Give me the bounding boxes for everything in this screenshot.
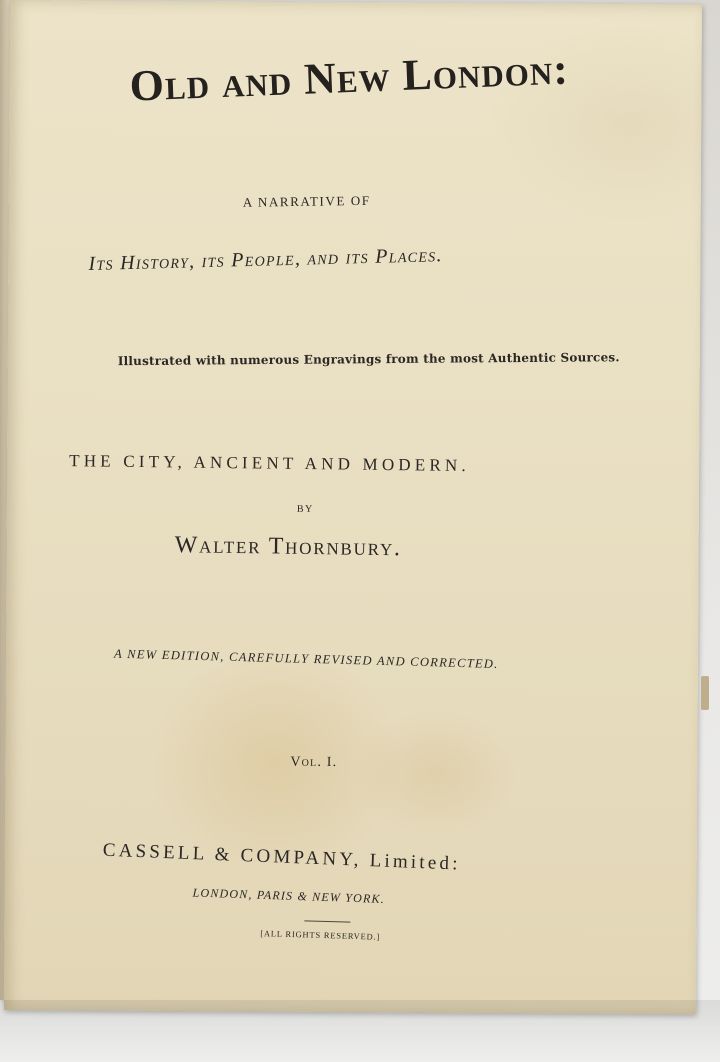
rights-notice: [ALL RIGHTS RESERVED.]: [260, 928, 381, 942]
publisher-cities: LONDON, PARIS & NEW YORK.: [192, 885, 386, 906]
publisher-name: CASSELL & COMPANY, Limited:: [102, 839, 462, 875]
edition-note: A NEW EDITION, CAREFULLY REVISED AND CORRECTED.: [113, 646, 499, 672]
narrative-line: A NARRATIVE OF: [242, 192, 371, 210]
divider-rule: [304, 920, 350, 922]
volume-number: Vol. I.: [290, 754, 338, 771]
author-name: Walter Thornbury.: [174, 532, 402, 562]
table-shadow: [0, 1000, 720, 1062]
book-subtitle: Its History, its People, and its Places.: [88, 244, 444, 276]
page-tab: [701, 676, 709, 710]
title-page: [4, 0, 702, 1014]
illustrated-note: Illustrated with numerous Engravings from the most Authentic Sources.: [117, 350, 620, 369]
book-title: Old and New London:: [128, 44, 570, 111]
by-line: BY: [296, 503, 314, 515]
section-heading: THE CITY, ANCIENT AND MODERN.: [69, 451, 471, 476]
